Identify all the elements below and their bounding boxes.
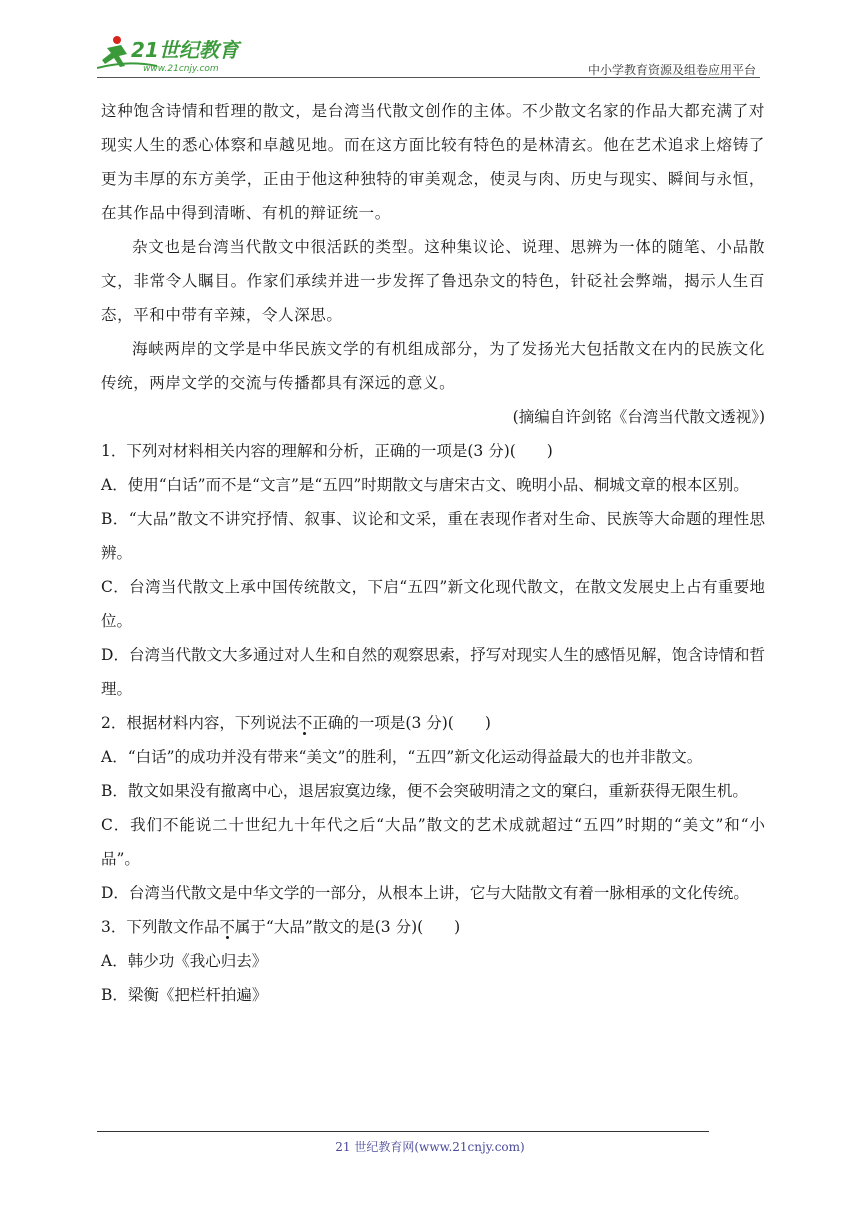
- question-3-option-b: B．梁衡《把栏杆拍遍》: [101, 986, 268, 1004]
- question-1-option-c: C．台湾当代散文上承中国传统散文，下启“五四”新文化现代散文，在散文发展史上占有重要地位。: [101, 578, 765, 630]
- emphasis-mark: 不: [219, 918, 235, 936]
- question-3-stem-start: 3．下列散文作品: [101, 918, 220, 936]
- question-1-option-a: A．使用“白话”而不是“文言”是“五四”时期散文与唐宋古文、晚明小品、桐城文章的根本区别。: [101, 476, 749, 494]
- passage-source: (摘编自许剑铭《台湾当代散文透视》): [512, 408, 765, 426]
- logo-url: www.21cnjy.com: [143, 64, 219, 74]
- emphasis-mark: 不: [296, 714, 313, 732]
- footer-divider: [97, 1131, 709, 1132]
- passage-paragraph-2: 杂文也是台湾当代散文中很活跃的类型。这种集议论、说理、思辨为一体的随笔、小品散文，非常令人瞩目。作家们承续并进一步发挥了鲁迅杂文的特色，针砭社会弊端，揭示人生百态，平和中带有辛辣，令人深思。: [101, 238, 765, 324]
- passage-paragraph-1: 这种饱含诗情和哲理的散文，是台湾当代散文创作的主体。不少散文名家的作品大都充满了对现实人生的悉心体察和卓越见地。而在这方面比较有特色的是林清玄。他在艺术追求上熔铸了更为丰厚的东方美学，正由于他这种独特的审美观念，使灵与肉、历史与现实、瞬间与永恒，在其作品中得到清晰、有机的辩证统一。: [101, 102, 765, 222]
- question-3-stem-end: 属于“大品”散文的是(3 分)( ): [234, 918, 461, 936]
- question-2-option-c: C．我们不能说二十世纪九十年代之后“大品”散文的艺术成就超过“五四”时期的“美文”和“小品”。: [101, 816, 765, 868]
- passage-paragraph-3: 海峡两岸的文学是中华民族文学的有机组成部分，为了发扬光大包括散文在内的民族文化传统，两岸文学的交流与传播都具有深远的意义。: [101, 340, 765, 392]
- page-header: [97, 30, 760, 78]
- question-2-stem-start: 2．根据材料内容，下列说法: [101, 714, 297, 732]
- question-1-option-d: D．台湾当代散文大多通过对人生和自然的观察思索，抒写对现实人生的感悟见解，饱含诗情和哲理。: [101, 646, 765, 698]
- question-1-stem: 1．下列对材料相关内容的理解和分析，正确的一项是(3 分)( ): [101, 442, 553, 460]
- logo: [97, 32, 257, 74]
- question-2-stem-end: 正确的一项是(3 分)( ): [312, 714, 491, 732]
- question-1-option-b: B．“大品”散文不讲究抒情、叙事、议论和文采，重在表现作者对生命、民族等大命题的理性思辨。: [101, 510, 765, 562]
- header-divider: [97, 77, 760, 78]
- question-2-option-b: B．散文如果没有撤离中心，退居寂寞边缘，便不会突破明清之文的窠臼，重新获得无限生机。: [101, 782, 748, 800]
- question-2-stem: [101, 706, 765, 740]
- question-2-option-a: A．“白话”的成功并没有带来“美文”的胜利，“五四”新文化运动得益最大的也并非散文。: [101, 748, 703, 766]
- platform-name: 中小学教育资源及组卷应用平台: [587, 63, 756, 77]
- question-3-stem: [101, 910, 765, 944]
- main-content: [101, 94, 765, 1012]
- question-2-option-d: D．台湾当代散文是中华文学的一部分，从根本上讲，它与大陆散文有着一脉相承的文化传统。: [101, 884, 749, 902]
- footer-text: 21 世纪教育网(www.21cnjy.com): [335, 1140, 525, 1154]
- question-3-option-a: A．韩少功《我心归去》: [101, 952, 268, 970]
- logo-text: 21世纪教育: [131, 38, 239, 62]
